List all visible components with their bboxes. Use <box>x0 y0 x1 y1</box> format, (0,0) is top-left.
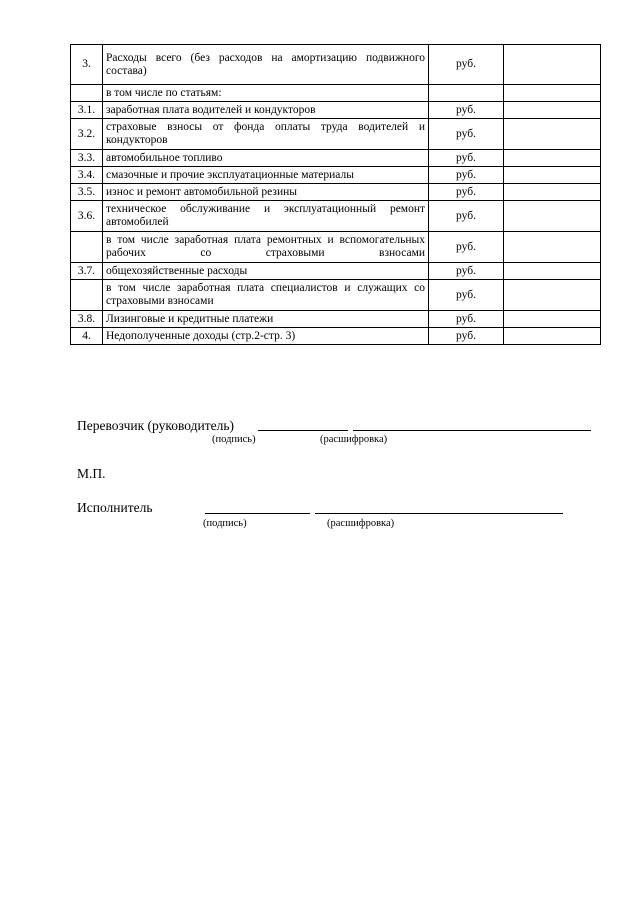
row-item-name: в том числе по статьям: <box>103 85 429 102</box>
row-number: 3.5. <box>71 184 103 201</box>
row-unit: руб. <box>429 184 504 201</box>
table-row <box>71 102 601 119</box>
row-unit: руб. <box>429 119 504 150</box>
row-item-name: в том числе заработная плата специалистов и служащих со страховыми взносами <box>103 280 429 311</box>
row-item-name: в том числе заработная плата ремонтных и вспомогательных рабочих со страховыми взносами <box>103 232 429 263</box>
row-unit: руб. <box>429 328 504 345</box>
row-item-name: смазочные и прочие эксплуатационные материалы <box>103 167 429 184</box>
carrier-name-line[interactable] <box>353 430 591 431</box>
row-unit: руб. <box>429 102 504 119</box>
row-number: 3.8. <box>71 311 103 328</box>
row-number: 3.7. <box>71 263 103 280</box>
executor-name-line[interactable] <box>315 513 563 514</box>
row-unit: руб. <box>429 232 504 263</box>
row-number <box>71 280 103 311</box>
table-row <box>71 184 601 201</box>
table-row <box>71 232 601 263</box>
table-row <box>71 280 601 311</box>
carrier-sign-caption: (подпись) <box>212 434 256 445</box>
table-row <box>71 85 601 102</box>
row-number: 4. <box>71 328 103 345</box>
row-value-cell[interactable] <box>504 280 601 311</box>
row-number: 3.4. <box>71 167 103 184</box>
row-unit <box>429 85 504 102</box>
table-row <box>71 45 601 85</box>
row-value-cell[interactable] <box>504 232 601 263</box>
row-value-cell[interactable] <box>504 45 601 85</box>
stamp-label: М.П. <box>77 466 106 481</box>
row-value-cell[interactable] <box>504 150 601 167</box>
row-number: 3.2. <box>71 119 103 150</box>
row-value-cell[interactable] <box>504 263 601 280</box>
cost-table-body <box>71 45 601 345</box>
table-row <box>71 328 601 345</box>
row-item-name: общехозяйственные расходы <box>103 263 429 280</box>
row-item-name: износ и ремонт автомобильной резины <box>103 184 429 201</box>
row-item-name: Недополученные доходы (стр.2-стр. 3) <box>103 328 429 345</box>
executor-signature-line[interactable] <box>205 513 310 514</box>
executor-label: Исполнитель <box>77 500 153 515</box>
table-row <box>71 167 601 184</box>
row-unit: руб. <box>429 263 504 280</box>
row-value-cell[interactable] <box>504 119 601 150</box>
row-number: 3.3. <box>71 150 103 167</box>
row-value-cell[interactable] <box>504 85 601 102</box>
row-item-name: страховые взносы от фонда оплаты труда водителей и кондукторов <box>103 119 429 150</box>
cost-table <box>70 44 601 345</box>
carrier-name-caption: (расшифровка) <box>320 434 388 445</box>
row-number: 3.1. <box>71 102 103 119</box>
row-unit: руб. <box>429 201 504 232</box>
row-unit: руб. <box>429 311 504 328</box>
row-item-name: заработная плата водителей и кондукторов <box>103 102 429 119</box>
table-row <box>71 263 601 280</box>
table-row <box>71 201 601 232</box>
row-number <box>71 232 103 263</box>
row-unit: руб. <box>429 150 504 167</box>
row-number <box>71 85 103 102</box>
row-item-name: автомобильное топливо <box>103 150 429 167</box>
executor-sign-caption: (подпись) <box>203 518 247 529</box>
row-unit: руб. <box>429 167 504 184</box>
row-number: 3.6. <box>71 201 103 232</box>
row-value-cell[interactable] <box>504 167 601 184</box>
row-value-cell[interactable] <box>504 328 601 345</box>
row-value-cell[interactable] <box>504 201 601 232</box>
row-item-name: техническое обслуживание и эксплуатационный ремонт автомобилей <box>103 201 429 232</box>
row-value-cell[interactable] <box>504 102 601 119</box>
carrier-signature-line[interactable] <box>258 430 348 431</box>
table-row <box>71 150 601 167</box>
row-unit: руб. <box>429 280 504 311</box>
executor-name-caption: (расшифровка) <box>327 518 395 529</box>
carrier-label: Перевозчик (руководитель) <box>77 418 234 433</box>
row-value-cell[interactable] <box>504 311 601 328</box>
table-row <box>71 311 601 328</box>
row-value-cell[interactable] <box>504 184 601 201</box>
row-unit: руб. <box>429 45 504 85</box>
row-item-name: Лизинговые и кредитные платежи <box>103 311 429 328</box>
row-item-name: Расходы всего (без расходов на амортизацию подвижного состава) <box>103 45 429 85</box>
table-row <box>71 119 601 150</box>
row-number: 3. <box>71 45 103 85</box>
